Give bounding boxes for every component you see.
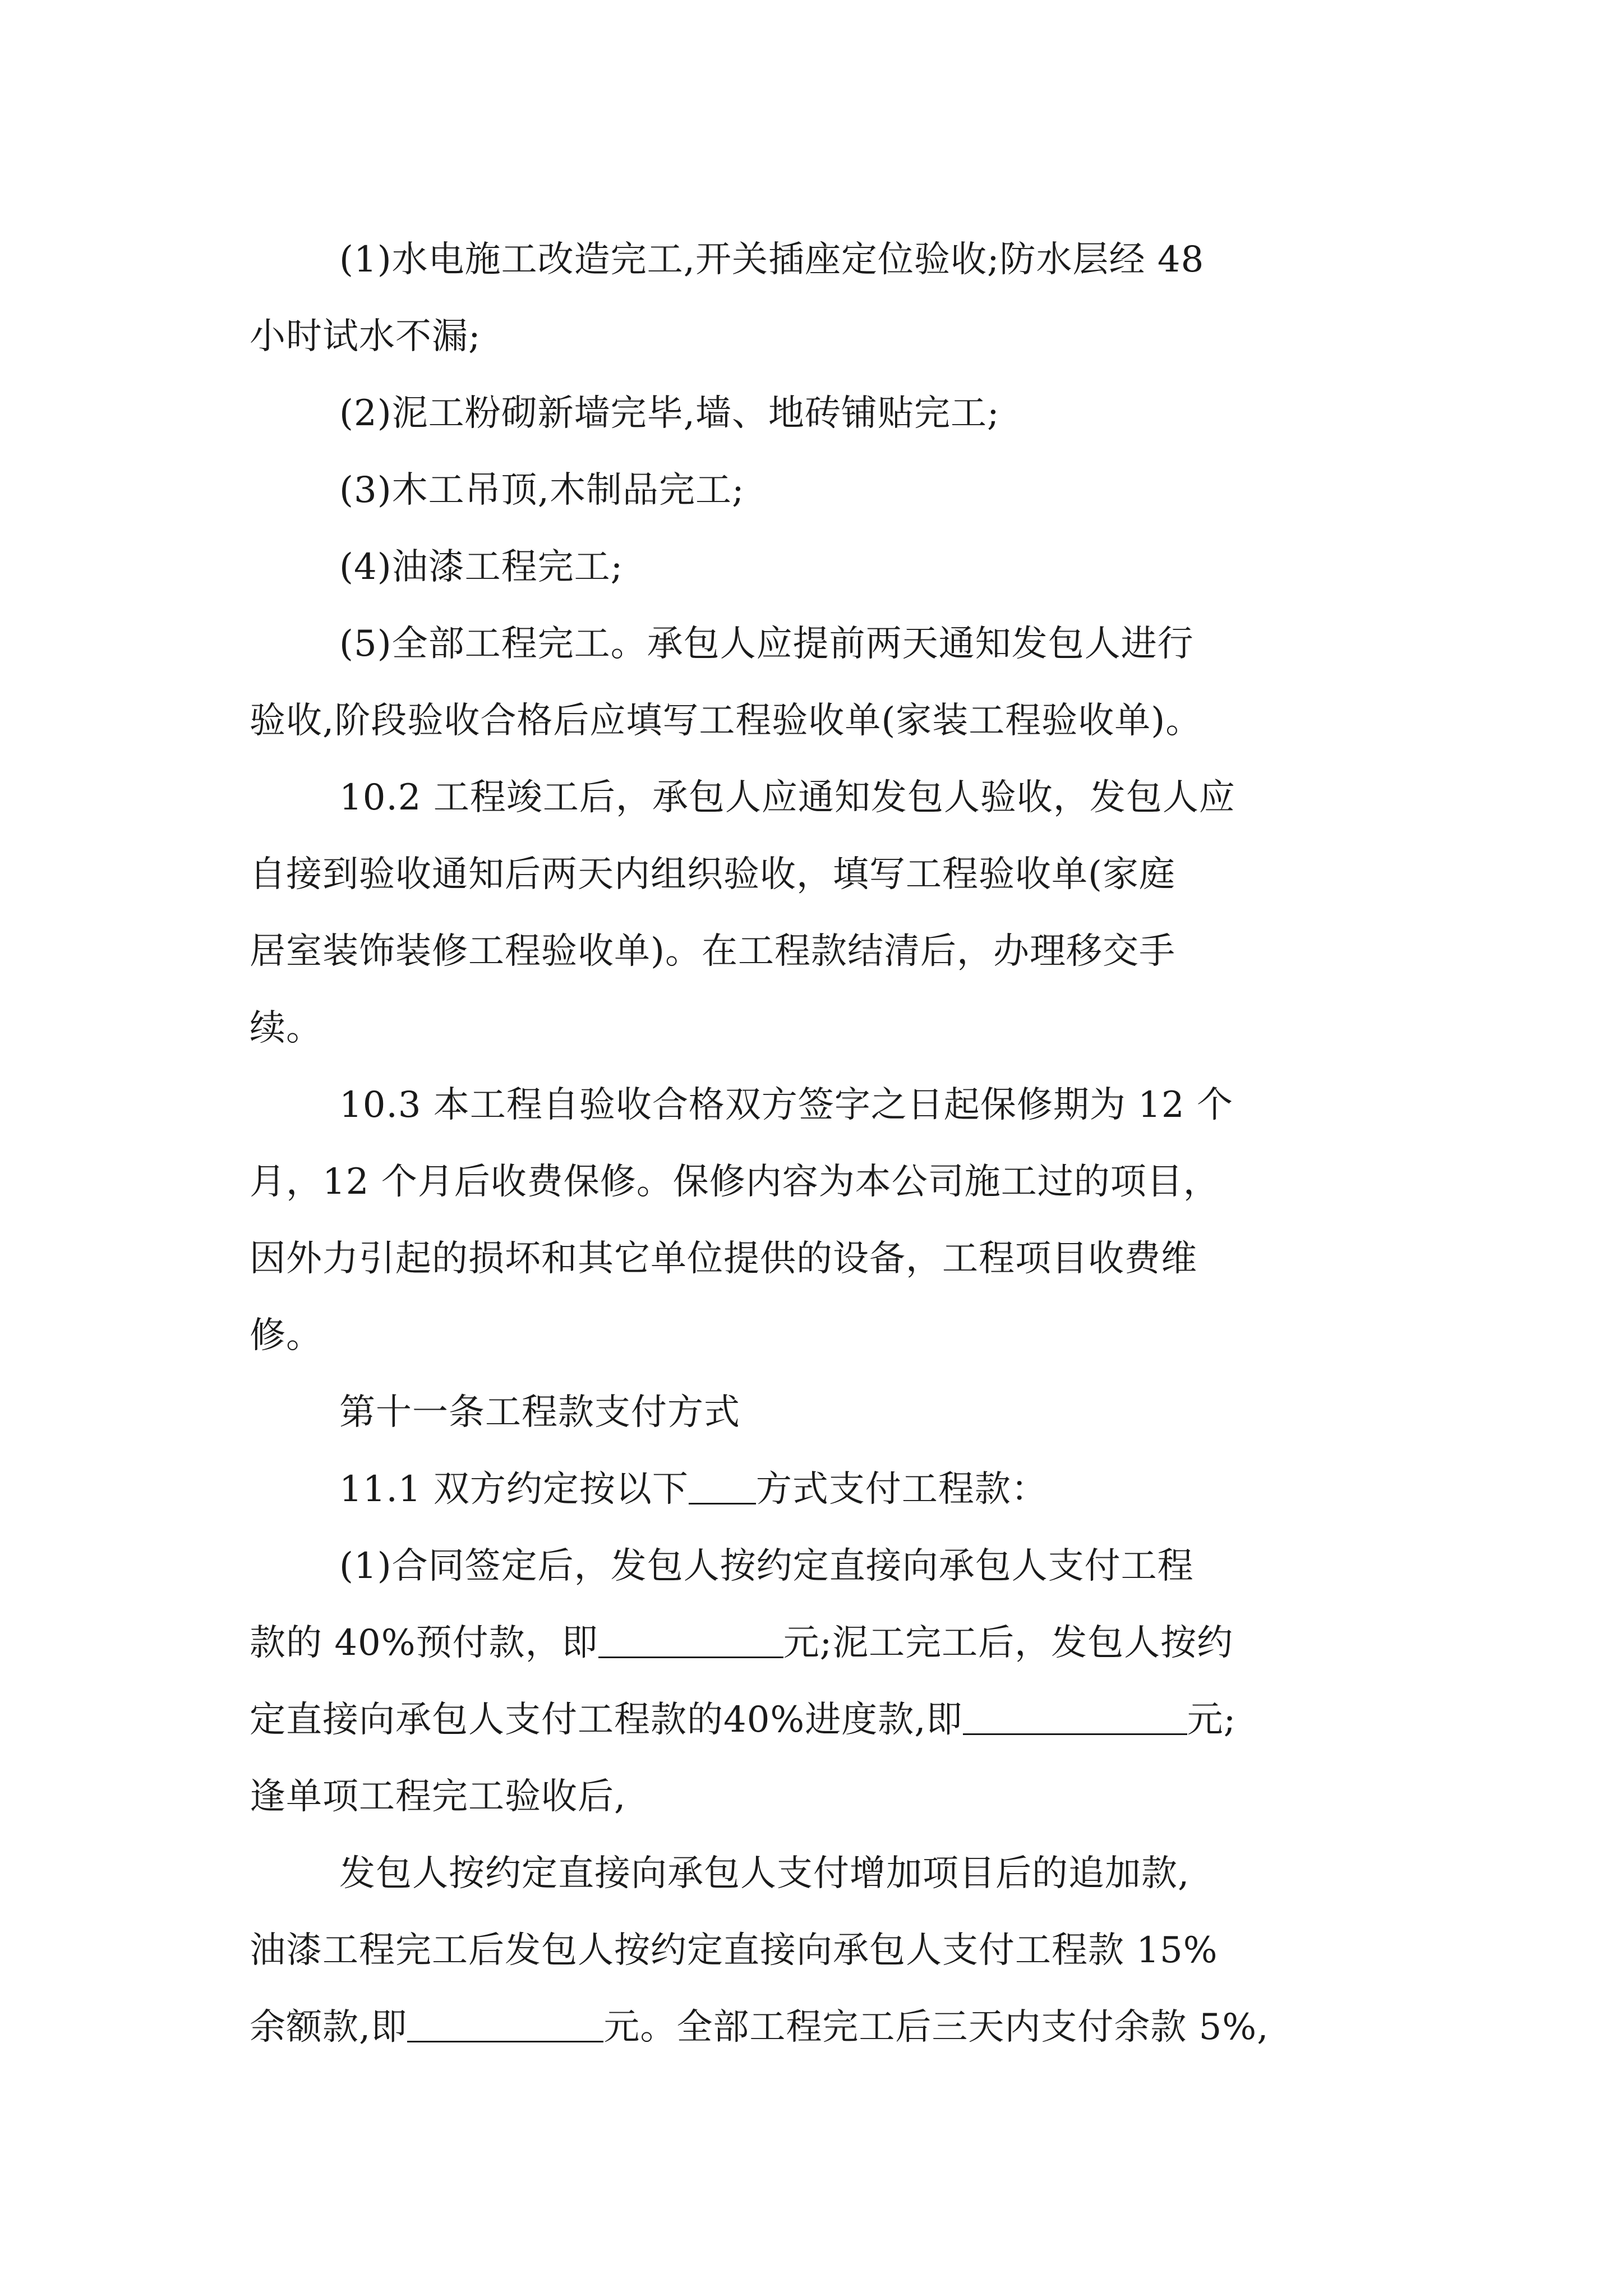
paragraph-line: 油漆工程完工后发包人按约定直接向承包人支付工程款 15%	[250, 1930, 1218, 1971]
paragraph-line	[250, 1605, 1377, 1682]
paragraph-line	[250, 1682, 1377, 1759]
fill-in-blank	[598, 1623, 783, 1659]
paragraph-line: 逢单项工程完工验收后,	[250, 1776, 626, 1818]
paragraph-line: (1)水电施工改造完工,开关插座定位验收;防水层经 48	[339, 239, 1205, 280]
fill-in-blank	[407, 2007, 603, 2043]
paragraph-line: (2)泥工粉砌新墙完毕,墙、地砖铺贴完工;	[339, 393, 1000, 434]
paragraph-line: 10.2 工程竣工后，承包人应通知发包人验收，发包人应	[339, 777, 1235, 818]
paragraph-line: 小时试水不漏;	[250, 316, 481, 357]
fill-in-blank	[963, 1700, 1187, 1736]
text-segment: 元。全部工程完工后三天内支付余款 5%,	[603, 2007, 1269, 2048]
text-segment: 方式支付工程款：	[755, 1469, 1048, 1510]
paragraph-line: 验收,阶段验收合格后应填写工程验收单(家装工程验收单)。	[250, 700, 1202, 742]
paragraph-line: (3)木工吊顶,木制品完工;	[339, 470, 745, 511]
paragraph-line: 发包人按约定直接向承包人支付增加项目后的追加款,	[339, 1853, 1190, 1894]
paragraph-line: 因外力引起的损坏和其它单位提供的设备，工程项目收费维	[250, 1238, 1197, 1280]
paragraph-line	[250, 1989, 1377, 2066]
text-segment: 11.1 双方约定按以下	[339, 1469, 689, 1510]
section-heading: 第十一条工程款支付方式	[339, 1392, 740, 1433]
paragraph-line: 自接到验收通知后两天内组织验收，填写工程验收单(家庭	[250, 854, 1175, 895]
paragraph-line	[250, 1451, 1377, 1528]
paragraph-line: 月，12 个月后收费保修。保修内容为本公司施工过的项目，	[250, 1161, 1220, 1203]
paragraph-line: 10.3 本工程自验收合格双方签字之日起保修期为 12 个	[339, 1084, 1233, 1126]
fill-in-blank	[689, 1469, 756, 1505]
text-segment: 元;	[1187, 1699, 1237, 1741]
text-segment: 余额款,即	[250, 2007, 408, 2048]
text-segment: 元;泥工完工后，发包人按约	[783, 1622, 1234, 1664]
paragraph-line: (5)全部工程完工。承包人应提前两天通知发包人进行	[339, 623, 1194, 665]
paragraph-line: (1)合同签定后，发包人按约定直接向承包人支付工程	[339, 1545, 1194, 1587]
text-segment: 定直接向承包人支付工程款的40%进度款,即	[250, 1699, 963, 1741]
text-segment: 款的 40%预付款，即	[250, 1622, 598, 1664]
paragraph-line: 续。	[250, 1007, 322, 1049]
paragraph-line: (4)油漆工程完工;	[339, 546, 624, 588]
paragraph-line: 修。	[250, 1315, 322, 1356]
paragraph-line: 居室装饰装修工程验收单)。在工程款结清后，办理移交手	[250, 931, 1175, 972]
contract-text	[250, 222, 1377, 2066]
